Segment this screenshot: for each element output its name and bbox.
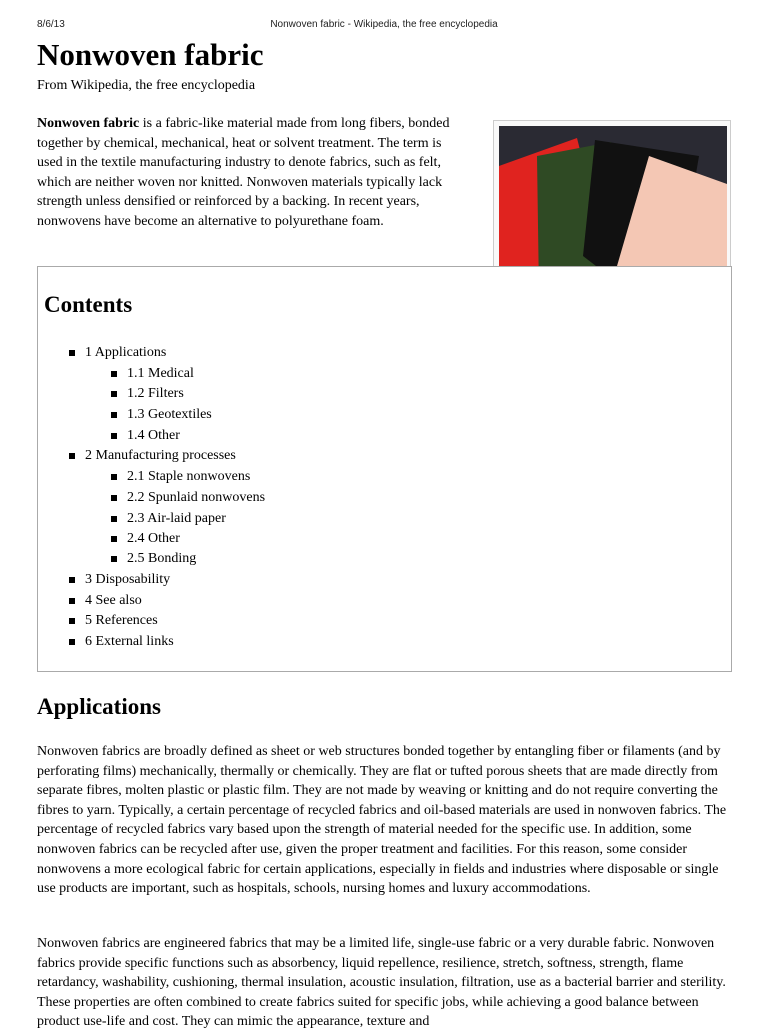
lead-text: is a fabric-like material made from long fibers, bonded together by chemical, mechanical, heat or solvent treatment. The term is used in the textile manufacturing industry to denote fabrics, such as felt, which are neither woven nor knitted. Nonwoven materials typically lack strength unless densified or reinforced by a backing. In recent years, nonwovens have become an alternative to polyurethane foam. [37, 116, 450, 229]
bullet-icon [111, 433, 117, 439]
bullet-icon [69, 618, 75, 624]
section-heading-applications: Applications [37, 694, 161, 719]
bullet-icon [111, 536, 117, 542]
lead-term: Nonwoven fabric [37, 116, 140, 131]
print-date: 8/6/13 [37, 19, 65, 30]
toc-item-spunlaid[interactable]: 2.2 Spunlaid nonwovens [127, 489, 265, 507]
bullet-icon [69, 598, 75, 604]
toc-item-geotextiles[interactable]: 1.3 Geotextiles [127, 406, 212, 424]
toc-item-applications[interactable]: 1 Applications [85, 344, 166, 362]
toc-item-applications-other[interactable]: 1.4 Other [127, 427, 180, 445]
bullet-icon [69, 350, 75, 356]
bullet-icon [111, 412, 117, 418]
toc-item-references[interactable]: 5 References [85, 612, 158, 630]
bullet-icon [111, 474, 117, 480]
bullet-icon [69, 639, 75, 645]
lead-paragraph [37, 114, 462, 232]
toc-item-filters[interactable]: 1.2 Filters [127, 385, 184, 403]
bullet-icon [111, 495, 117, 501]
toc-item-external-links[interactable]: 6 External links [85, 633, 174, 651]
toc-item-manufacturing-other[interactable]: 2.4 Other [127, 530, 180, 548]
toc-item-staple[interactable]: 2.1 Staple nonwovens [127, 468, 250, 486]
applications-paragraph-1: Nonwoven fabrics are broadly defined as sheet or web structures bonded together by entangling fiber or filaments (and by perforating films) mechanically, thermally or chemically. They are flat or tufted porous sheets that are made directly from separate fibres, molten plastic or plastic film. They are not made by weaving or knitting and do not require converting the fibres to yarn. Typically, a certain percentage of recycled fabrics and oil-based materials are used in nonwoven fabrics. The percentage of recycled fabrics vary based upon the strength of material needed for the specific use. In addition, some nonwoven fabrics can be recycled after use, given the proper treatment and facilities. For this reason, some consider nonwovens a more ecological fabric for certain applications, especially in fields and industries where disposable or single use products are important, such as hospitals, schools, nursing homes and luxury accommodations. [37, 744, 727, 897]
bullet-icon [111, 391, 117, 397]
print-header [37, 19, 731, 33]
bullet-icon [69, 577, 75, 583]
bullet-icon [111, 556, 117, 562]
toc-item-manufacturing[interactable]: 2 Manufacturing processes [85, 447, 236, 465]
bullet-icon [111, 516, 117, 522]
toc-title: Contents [44, 292, 133, 317]
site-subtitle: From Wikipedia, the free encyclopedia [37, 78, 256, 93]
page-title: Nonwoven fabric [37, 37, 264, 72]
print-page-title: Nonwoven fabric - Wikipedia, the free encyclopedia [270, 19, 498, 30]
bullet-icon [111, 371, 117, 377]
bullet-icon [69, 453, 75, 459]
toc-item-medical[interactable]: 1.1 Medical [127, 365, 194, 383]
toc-item-air-laid[interactable]: 2.3 Air-laid paper [127, 510, 226, 528]
toc-item-see-also[interactable]: 4 See also [85, 592, 142, 610]
applications-paragraph-2: Nonwoven fabrics are engineered fabrics that may be a limited life, single-use fabric or a very durable fabric. Nonwoven fabrics provide specific functions such as absorbency, liquid repellence, resilience, stretch, softness, strength, flame retardancy, washability, cushioning, thermal insulation, acoustic insulation, filtration, use as a bacterial barrier and sterility. These properties are often combined to create fabrics suited for specific jobs, while achieving a good balance between product use-life and cost. They can mimic the appearance, texture and [37, 936, 726, 1030]
table-of-contents [37, 266, 732, 672]
toc-item-disposability[interactable]: 3 Disposability [85, 571, 170, 589]
toc-item-bonding[interactable]: 2.5 Bonding [127, 550, 196, 568]
